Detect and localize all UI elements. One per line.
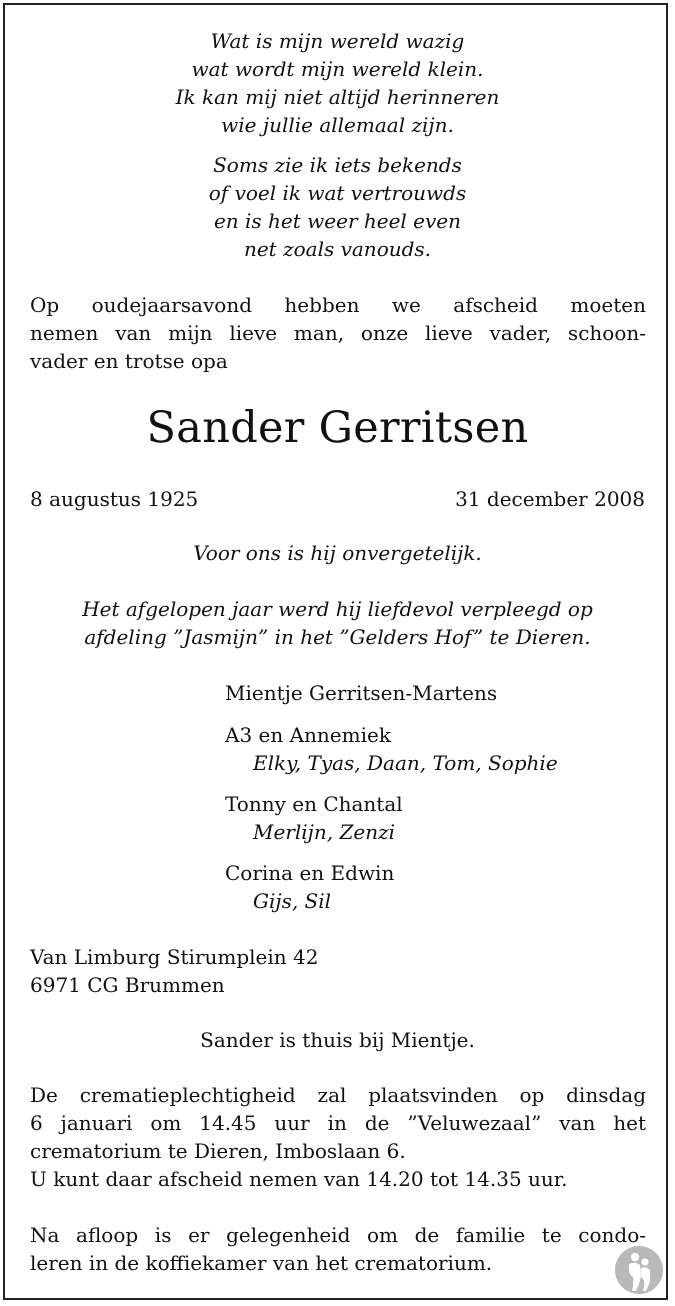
- condolence-line: Na afloop is er gelegenheid om de familie te condo-: [30, 1223, 646, 1247]
- intro-line: nemen van mijn lieve man, onze lieve vader, schoon-: [30, 321, 646, 345]
- care-note-line: Het afgelopen jaar werd hij liefdevol verpleegd op: [82, 597, 593, 621]
- ceremony-line: De crematieplechtigheid zal plaatsvinden op dinsdag: [30, 1083, 646, 1107]
- ceremony-line: 6 januari om 14.45 uur in de ”Veluwezaal” van het: [30, 1111, 646, 1135]
- poem-line: Soms zie ik iets bekends: [213, 153, 462, 177]
- tagline: Voor ons is hij onvergetelijk.: [193, 541, 482, 565]
- birth-date: 8 augustus 1925: [30, 487, 199, 511]
- intro-paragraph: [30, 291, 646, 375]
- address-line: Van Limburg Stirumplein 42: [30, 945, 319, 969]
- poem-line: of voel ik wat vertrouwds: [208, 181, 467, 205]
- condolence-paragraph: [30, 1221, 646, 1277]
- death-date: 31 december 2008: [455, 487, 645, 511]
- ceremony-line: U kunt daar afscheid nemen van 14.20 tot 14.35 uur.: [30, 1167, 568, 1191]
- intro-line: vader en trotse opa: [30, 349, 228, 373]
- poem-line: Ik kan mij niet altijd herinneren: [175, 85, 500, 109]
- ceremony-paragraph: [30, 1081, 646, 1193]
- intro-line: Op oudejaarsavond hebben we afscheid moeten: [30, 293, 646, 317]
- mourning-figures-icon: [614, 1245, 664, 1295]
- poem-line: en is het weer heel even: [213, 209, 462, 233]
- poem-line: Wat is mijn wereld wazig: [210, 29, 465, 53]
- family-member: Tonny en Chantal: [225, 792, 403, 816]
- grandchildren: Elky, Tyas, Daan, Tom, Sophie: [253, 751, 558, 775]
- condolence-line: leren in de koffiekamer van het crematorium.: [30, 1251, 493, 1275]
- family-member: A3 en Annemiek: [225, 723, 391, 747]
- poem-line: wie jullie allemaal zijn.: [221, 113, 454, 137]
- family-member: Corina en Edwin: [225, 861, 395, 885]
- address-line: 6971 CG Brummen: [30, 973, 225, 997]
- family-member: Mientje Gerritsen-Martens: [225, 681, 498, 705]
- poem-line: wat wordt mijn wereld klein.: [191, 57, 484, 81]
- poem-line: net zoals vanouds.: [243, 237, 432, 261]
- care-note-line: afdeling ”Jasmijn” in het ”Gelders Hof” te Dieren.: [84, 625, 591, 649]
- home-note: Sander is thuis bij Mientje.: [200, 1028, 475, 1052]
- grandchildren: Merlijn, Zenzi: [253, 820, 396, 844]
- ceremony-line: crematorium te Dieren, Imboslaan 6.: [30, 1139, 406, 1163]
- deceased-name: Sander Gerritsen: [146, 403, 529, 453]
- grandchildren: Gijs, Sil: [253, 889, 332, 913]
